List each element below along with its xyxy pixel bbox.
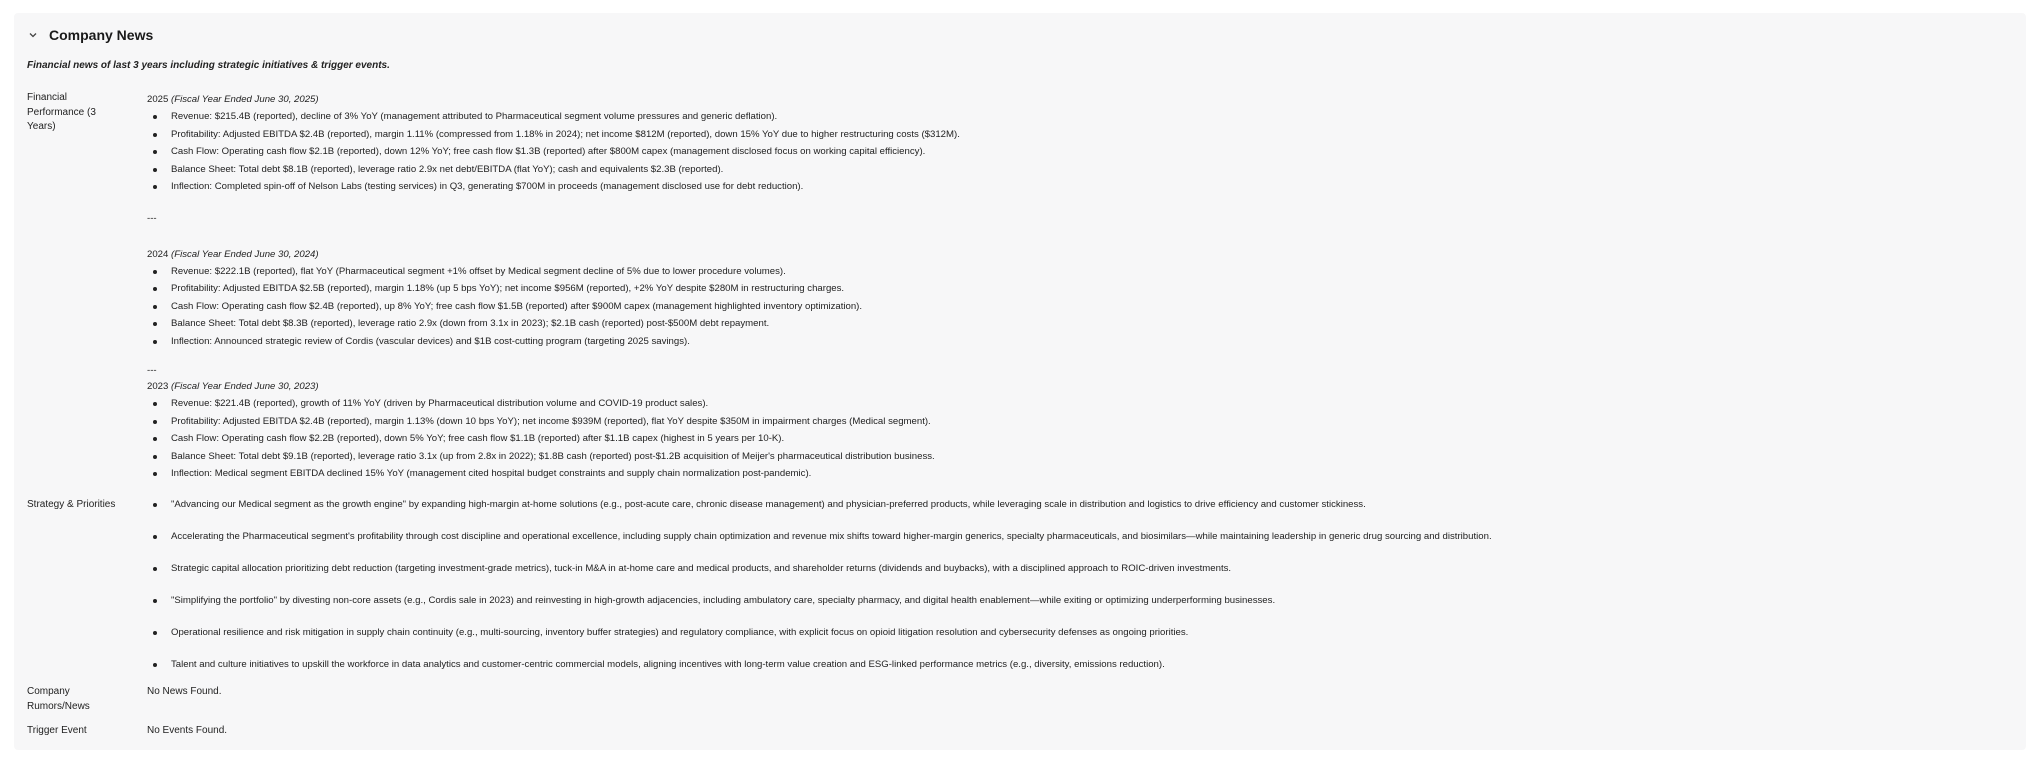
section-subtitle: Financial news of last 3 years including strategic initiatives & trigger events.	[27, 60, 390, 71]
list-item: Cash Flow: Operating cash flow $2.1B (reported), down 12% YoY; free cash flow $1.3B (reported) after $800M capex (management disclosed focus on working capital efficiency).	[147, 143, 2007, 161]
list-item: "Advancing our Medical segment as the growth engine" by expanding high-margin at-home solutions (e.g., post-acute care, chronic disease management) and physician-preferred products, while leveraging scale in distribution and logistics to drive efficiency and customer stickiness.	[147, 498, 2007, 530]
list-item: Profitability: Adjusted EBITDA $2.4B (reported), margin 1.11% (compressed from 1.18% in 2024); net income $812M (reported), down 15% YoY due to higher restructuring costs ($312M).	[147, 126, 2007, 144]
list-item: "Simplifying the portfolio" by divesting non-core assets (e.g., Cordis sale in 2023) and reinvesting in high-growth adjacencies, including ambulatory care, specialty pharmacy, and digital health enablement—while exiting or optimizing underperforming businesses.	[147, 594, 2007, 626]
financial-performance-content	[147, 91, 2007, 483]
list-item: Profitability: Adjusted EBITDA $2.5B (reported), margin 1.18% (up 5 bps YoY); net income $956M (reported), +2% YoY despite $280M in restructuring charges.	[147, 280, 2007, 298]
list-item: Revenue: $215.4B (reported), decline of 3% YoY (management attributed to Pharmaceutical segment volume pressures and generic deflation).	[147, 108, 2007, 126]
year-heading: 2024 (Fiscal Year Ended June 30, 2024)	[147, 248, 319, 260]
list-item: Profitability: Adjusted EBITDA $2.4B (reported), margin 1.13% (down 10 bps YoY); net income $939M (reported), flat YoY despite $350M in impairment charges (Medical segment).	[147, 413, 2007, 431]
strategy-list	[147, 498, 2007, 690]
year-items	[147, 395, 2007, 483]
separator: ---	[147, 365, 157, 376]
list-item: Balance Sheet: Total debt $8.3B (reported), leverage ratio 2.9x (down from 3.1x in 2023); $2.1B cash (reported) post-$500M debt repayment.	[147, 315, 2007, 333]
chevron-down-icon[interactable]	[26, 28, 40, 42]
list-item: Inflection: Announced strategic review of Cordis (vascular devices) and $1B cost-cutting program (targeting 2025 savings).	[147, 333, 2007, 351]
label-trigger-event: Trigger Event	[27, 725, 87, 736]
year-items	[147, 108, 2007, 196]
list-item: Inflection: Medical segment EBITDA declined 15% YoY (management cited hospital budget constraints and supply chain normalization post-pandemic).	[147, 465, 2007, 483]
list-item: Balance Sheet: Total debt $9.1B (reported), leverage ratio 3.1x (up from 2.8x in 2022); $1.8B cash (reported) post-$1.2B acquisition of Meijer's pharmaceutical distribution business.	[147, 448, 2007, 466]
year-heading: 2023 (Fiscal Year Ended June 30, 2023)	[147, 381, 319, 392]
section-title: Company News	[49, 27, 154, 43]
list-item: Inflection: Completed spin-off of Nelson Labs (testing services) in Q3, generating $700M in proceeds (management disclosed use for debt reduction).	[147, 178, 2007, 196]
list-item: Balance Sheet: Total debt $8.1B (reported), leverage ratio 2.9x net debt/EBITDA (flat YoY); cash and equivalents $2.3B (reported).	[147, 161, 2007, 179]
year-heading: 2025 (Fiscal Year Ended June 30, 2025)	[147, 94, 319, 105]
list-item: Strategic capital allocation prioritizing debt reduction (targeting investment-grade metrics), tuck-in M&A in at-home care and medical products, and shareholder returns (dividends and buybacks), with a disciplined approach to ROIC-driven investments.	[147, 562, 2007, 594]
list-item: Cash Flow: Operating cash flow $2.2B (reported), down 5% YoY; free cash flow $1.1B (reported) after $1.1B capex (highest in 5 years per 10-K).	[147, 430, 2007, 448]
section-header[interactable]	[26, 27, 153, 43]
list-item: Revenue: $221.4B (reported), growth of 11% YoY (driven by Pharmaceutical distribution volume and COVID-19 product sales).	[147, 395, 2007, 413]
year-items	[147, 263, 2007, 351]
trigger-value: No Events Found.	[147, 725, 228, 736]
separator: ---	[147, 212, 157, 224]
list-item: Accelerating the Pharmaceutical segment's profitability through cost discipline and operational excellence, including supply chain optimization and revenue mix shifts toward higher-margin generics, specialty pharmaceuticals, and biosimilars—while maintaining leadership in generic drug sourcing and distribution.	[147, 530, 2007, 562]
label-strategy: Strategy & Priorities	[27, 499, 116, 510]
rumors-value: No News Found.	[147, 686, 222, 697]
list-item: Cash Flow: Operating cash flow $2.4B (reported), up 8% YoY; free cash flow $1.5B (reported) after $900M capex (management highlighted inventory optimization).	[147, 298, 2007, 316]
strategy-content	[147, 498, 2007, 690]
label-company-rumors: Company Rumors/News	[27, 686, 90, 712]
list-item: Talent and culture initiatives to upskill the workforce in data analytics and customer-centric commercial models, aligning incentives with long-term value creation and ESG-linked performance metrics (e.g., diversity, emissions reduction).	[147, 658, 2007, 690]
list-item: Operational resilience and risk mitigation in supply chain continuity (e.g., multi-sourcing, inventory buffer strategies) and regulatory compliance, with explicit focus on opioid litigation resolution and cybersecurity defenses as ongoing priorities.	[147, 626, 2007, 658]
list-item: Revenue: $222.1B (reported), flat YoY (Pharmaceutical segment +1% offset by Medical segment decline of 5% due to lower procedure volumes).	[147, 263, 2007, 281]
label-financial-performance: Financial Performance (3 Years)	[27, 92, 96, 132]
company-news-panel	[14, 13, 2026, 750]
